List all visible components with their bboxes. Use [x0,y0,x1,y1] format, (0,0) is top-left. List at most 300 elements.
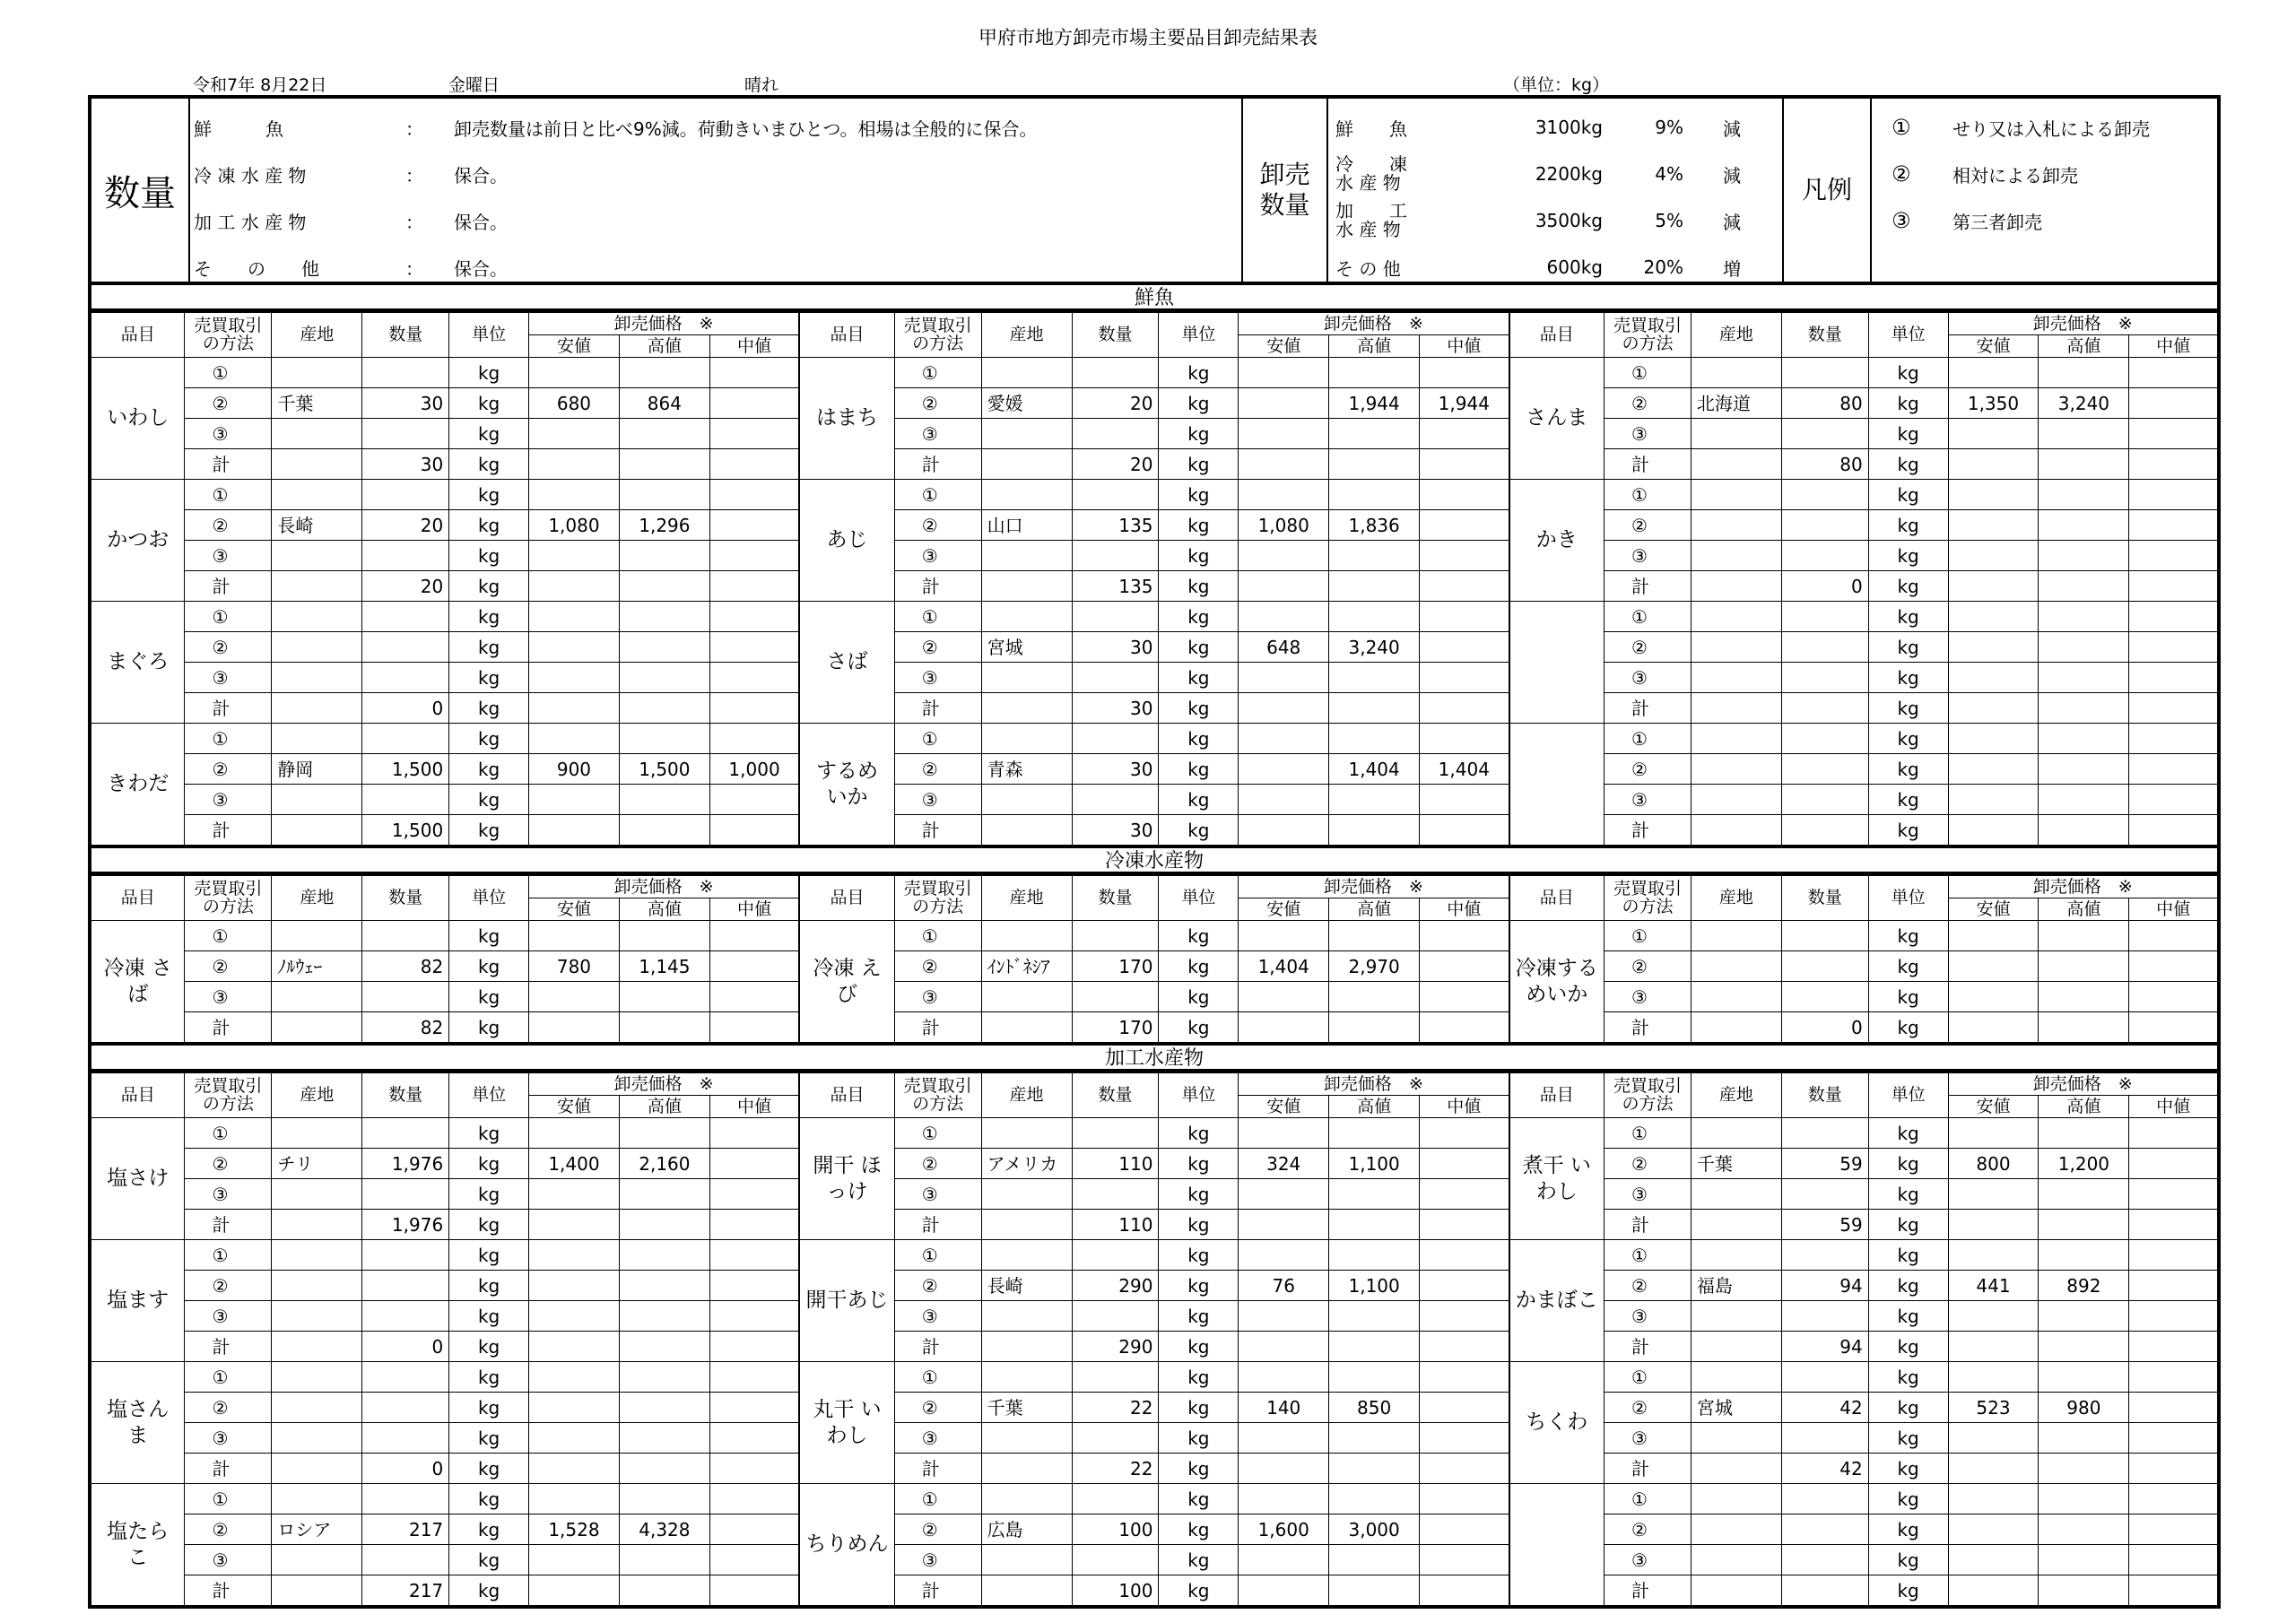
header-item: 品目 [799,1073,894,1118]
unit: kg [1159,693,1239,724]
price-high: 1,836 [1329,510,1420,541]
price-low [1239,921,1329,951]
origin [1691,602,1781,632]
quantity [1781,951,1868,982]
table-row [90,1118,2219,1149]
price-low: 900 [528,754,619,785]
unit: kg [449,982,529,1012]
price-high [619,982,709,1012]
unit: kg [1868,1179,1948,1210]
price-mid [2129,663,2219,693]
price-mid [2129,1484,2219,1515]
method-mark: ② [185,388,272,419]
origin: 千葉 [1691,1149,1781,1179]
method-mark: ③ [185,1301,272,1332]
method-mark: ① [185,480,272,510]
header-qty: 数量 [362,1073,449,1118]
price-low [1239,1362,1329,1393]
price-high [619,358,709,388]
header-qty: 数量 [1072,313,1159,358]
unit: kg [449,663,529,693]
origin: チリ [272,1149,362,1179]
quantity [1781,663,1868,693]
header-low: 安値 [1239,335,1329,358]
method-mark: ③ [894,1545,981,1575]
report-meta [0,72,2296,95]
unit: kg [1159,724,1239,754]
method-mark: 計 [894,1332,981,1362]
price-mid [1420,1301,1509,1332]
origin [1691,1423,1781,1454]
price-high: 892 [2039,1271,2129,1301]
price-mid [2129,510,2219,541]
price-low [1239,785,1329,815]
unit: kg [1868,1362,1948,1393]
origin [981,1301,1072,1332]
origin: アメリカ [981,1149,1072,1179]
quantity: 94 [1781,1271,1868,1301]
unit: kg [449,510,529,541]
quantity [1781,1240,1868,1271]
price-low [1239,754,1329,785]
method-mark: ③ [894,1301,981,1332]
header-high: 高値 [619,1096,709,1118]
header-low: 安値 [1948,898,2039,921]
unit: kg [1159,358,1239,388]
method-mark: ① [894,1484,981,1515]
summary-text: 保合。 [454,164,508,187]
unit: kg [449,1179,529,1210]
origin [981,419,1072,449]
header-high: 高値 [619,335,709,358]
unit: kg [1159,541,1239,571]
summary-text: 保合。 [454,257,508,280]
price-low: 523 [1948,1393,2039,1423]
header-low: 安値 [1239,1096,1329,1118]
section-table [88,312,2221,848]
price-high: 1,404 [1329,754,1420,785]
price-low: 441 [1948,1271,2039,1301]
price-high [2039,1484,2129,1515]
price-low [1948,663,2039,693]
origin [1691,1240,1781,1271]
table-row [90,1362,2219,1393]
item-name: 煮干 いわし [1509,1118,1605,1240]
summary-sep: ： [405,211,423,233]
quantity [1781,754,1868,785]
header-item: 品目 [90,876,185,921]
unit: kg [1868,602,1948,632]
method-mark: 計 [1605,1012,1692,1045]
quantity: 82 [362,951,449,982]
price-high [619,724,709,754]
item-name: いわし [90,358,185,480]
method-mark: ① [1605,1118,1692,1149]
summary-text: 卸売数量は前日と比べ9%減。荷動きいまひとつ。相場は全般的に保合。 [454,117,1038,140]
unit: kg [1868,571,1948,602]
method-mark: ③ [1605,663,1692,693]
method-mark: ② [894,388,981,419]
price-high [1329,480,1420,510]
method-mark: 計 [894,1575,981,1608]
header-item: 品目 [799,313,894,358]
header-origin: 産地 [272,1073,362,1118]
header-unit: 単位 [449,1073,529,1118]
summary-cat: 加 工 水 産 物 [194,211,307,233]
price-mid [709,1454,799,1484]
method-mark: ① [185,602,272,632]
price-mid [1420,921,1509,951]
price-mid [2129,358,2219,388]
price-high [2039,785,2129,815]
origin [981,724,1072,754]
quantity: 100 [1072,1515,1159,1545]
unit: kg [449,480,529,510]
price-mid [1420,982,1509,1012]
price-mid [709,541,799,571]
quantity [1781,632,1868,663]
price-high [619,1012,709,1045]
total-quantity: 0 [362,693,449,724]
unit: kg [1159,1149,1239,1179]
legend-mark: ③ [1892,208,1911,233]
summary-text: 保合。 [454,211,508,233]
price-mid [709,571,799,602]
origin [981,1210,1072,1240]
quantity [1781,1484,1868,1515]
price-mid [1420,541,1509,571]
price-high [619,480,709,510]
table-row [90,541,2219,571]
quantity [362,1484,449,1515]
origin [1691,480,1781,510]
price-high [1329,419,1420,449]
price-low [1239,1484,1329,1515]
unit: kg [449,1545,529,1575]
total-quantity: 82 [362,1012,449,1045]
price-mid [709,510,799,541]
quantity: 135 [1072,510,1159,541]
origin [272,1362,362,1393]
price-high: 1,145 [619,951,709,982]
price-low [1948,754,2039,785]
price-high [619,785,709,815]
price-high [619,419,709,449]
origin [272,982,362,1012]
header-price: 卸売価格 ※ [1239,876,1509,898]
price-low [1948,1332,2039,1362]
table-row [90,1012,2219,1045]
qty-cat: 加 工 水 産 物 [1335,200,1407,240]
table-row [90,419,2219,449]
item-name: 塩さけ [90,1118,185,1240]
quantity [362,785,449,815]
price-low [1239,1240,1329,1271]
summary-row-processed [190,197,1241,244]
header-high: 高値 [619,898,709,921]
price-high [619,1118,709,1149]
method-mark: 計 [894,693,981,724]
price-mid [1420,1545,1509,1575]
price-mid [2129,1545,2219,1575]
quantity: 30 [362,388,449,419]
price-mid [2129,1149,2219,1179]
unit: kg [449,1210,529,1240]
total-quantity: 30 [1072,815,1159,847]
origin: 山口 [981,510,1072,541]
origin [1691,815,1781,847]
price-low [1239,1545,1329,1575]
origin: 長崎 [272,510,362,541]
unit: kg [1868,1301,1948,1332]
quantity: 30 [1072,632,1159,663]
quantity: 59 [1781,1149,1868,1179]
legend-text: せり又は入札による卸売 [1952,117,2150,140]
price-mid [1420,1149,1509,1179]
price-mid [1420,1012,1509,1045]
header-mid: 中値 [1420,335,1509,358]
price-high: 864 [619,388,709,419]
quantity [1072,1545,1159,1575]
unit: kg [1159,1240,1239,1271]
price-low [528,1423,619,1454]
price-mid [2129,693,2219,724]
origin [981,663,1072,693]
price-mid [2129,1454,2219,1484]
price-mid [1420,1118,1509,1149]
price-high [2039,1575,2129,1608]
header-origin: 産地 [1691,313,1781,358]
price-high [1329,1301,1420,1332]
price-mid [2129,632,2219,663]
quantity [1072,1301,1159,1332]
price-high [619,663,709,693]
quantity [362,921,449,951]
header-unit: 単位 [1159,313,1239,358]
report-weekday: 金曜日 [448,75,500,95]
price-mid [1420,1423,1509,1454]
unit: kg [449,632,529,663]
unit: kg [449,358,529,388]
header-mid: 中値 [1420,1096,1509,1118]
quantity [362,541,449,571]
header-high: 高値 [2039,1096,2129,1118]
unit: kg [1159,1210,1239,1240]
unit: kg [449,1362,529,1393]
price-mid [709,951,799,982]
quantity [362,1301,449,1332]
header-high: 高値 [1329,898,1420,921]
price-low [1948,785,2039,815]
price-high: 1,100 [1329,1271,1420,1301]
price-mid: 1,944 [1420,388,1509,419]
origin: ロシア [272,1515,362,1545]
quantity [1781,1118,1868,1149]
legend-text: 第三者卸売 [1952,211,2042,233]
method-mark: ① [894,921,981,951]
unit: kg [1868,693,1948,724]
price-high [1329,982,1420,1012]
origin [1691,1484,1781,1515]
price-mid [2129,419,2219,449]
table-row [90,1271,2219,1301]
origin [1691,1012,1781,1045]
origin [1691,693,1781,724]
price-mid [2129,1179,2219,1210]
header-high: 高値 [2039,898,2129,921]
quantity: 1,500 [362,754,449,785]
price-high [2039,1012,2129,1045]
origin [272,724,362,754]
price-low [1948,449,2039,480]
price-high [619,1393,709,1423]
summary-comments [188,99,1241,282]
origin [272,1179,362,1210]
qty-row [1328,151,1782,197]
table-row [90,449,2219,480]
origin [981,785,1072,815]
price-low [1948,1118,2039,1149]
price-high: 850 [1329,1393,1420,1423]
origin [272,1271,362,1301]
unit: kg [1868,1515,1948,1545]
quantity [362,1179,449,1210]
price-low [1239,449,1329,480]
price-high: 1,100 [1329,1149,1420,1179]
total-quantity: 20 [362,571,449,602]
unit: kg [1159,1362,1239,1393]
header-origin: 産地 [981,313,1072,358]
unit: kg [1159,449,1239,480]
price-high: 2,160 [619,1149,709,1179]
price-high [1329,1332,1420,1362]
price-mid [709,1240,799,1271]
total-quantity: 0 [362,1454,449,1484]
price-mid [1420,1240,1509,1271]
unit: kg [1159,1301,1239,1332]
header-low: 安値 [1948,335,2039,358]
quantity [362,1271,449,1301]
price-low [1239,1012,1329,1045]
price-high [1329,1210,1420,1240]
document-title: 甲府市地方卸売市場主要品目卸売結果表 [978,27,1318,48]
price-low: 1,404 [1239,951,1329,982]
price-low [1948,815,2039,847]
price-low [1239,419,1329,449]
header-origin: 産地 [1691,1073,1781,1118]
unit: kg [449,1149,529,1179]
origin [1691,449,1781,480]
total-quantity: 22 [1072,1454,1159,1484]
origin [1691,785,1781,815]
price-high [1329,1454,1420,1484]
header-item: 品目 [799,876,894,921]
price-low [1239,1423,1329,1454]
price-low [528,480,619,510]
item-name: するめ いか [799,724,894,847]
total-quantity: 42 [1781,1454,1868,1484]
legend-text: 相対による卸売 [1952,164,2078,187]
origin [272,663,362,693]
price-high: 3,240 [1329,632,1420,663]
header-price: 卸売価格 ※ [1239,1073,1509,1096]
summary-label: 数量 [104,172,176,214]
qty-kg: 3500kg [1535,210,1603,231]
summary-cat: 冷 凍 水 産 物 [194,164,307,187]
price-mid [2129,1240,2219,1271]
price-low [528,1271,619,1301]
price-high [619,449,709,480]
method-mark: ② [1605,510,1692,541]
price-high [619,921,709,951]
table-row [90,724,2219,754]
quantity [1781,1423,1868,1454]
header-unit: 単位 [449,313,529,358]
qty-cat: 鮮 魚 [1335,117,1407,140]
price-low [1948,632,2039,663]
price-mid [2129,1301,2219,1332]
quantity [362,1545,449,1575]
unit: kg [1868,1545,1948,1575]
unit: kg [449,602,529,632]
quantity: 1,976 [362,1149,449,1179]
price-low [528,1575,619,1608]
price-mid [2129,449,2219,480]
method-mark: 計 [1605,1210,1692,1240]
price-mid [1420,1515,1509,1545]
quantity [1781,1179,1868,1210]
header-high: 高値 [1329,1096,1420,1118]
origin: 宮城 [981,632,1072,663]
price-low [1239,1454,1329,1484]
unit: kg [449,754,529,785]
origin [272,571,362,602]
legend-label: 凡例 [1782,99,1870,282]
table-row [90,480,2219,510]
price-mid [1420,1210,1509,1240]
price-low: 1,080 [528,510,619,541]
price-mid [709,358,799,388]
item-name: さんま [1509,358,1605,480]
origin [981,1545,1072,1575]
price-high [619,571,709,602]
unit: kg [449,1301,529,1332]
qty-kg: 3100kg [1535,117,1603,138]
price-low [528,921,619,951]
origin [981,1118,1072,1149]
price-low [528,1012,619,1045]
total-quantity: 100 [1072,1575,1159,1608]
price-mid [1420,1454,1509,1484]
origin: ﾉﾙｳｪｰ [272,951,362,982]
unit: kg [1868,1575,1948,1608]
price-low [1239,982,1329,1012]
price-high: 1,500 [619,754,709,785]
origin [1691,1545,1781,1575]
price-high [2039,754,2129,785]
price-high [1329,1179,1420,1210]
header-origin: 産地 [272,313,362,358]
price-high [619,1575,709,1608]
header-unit: 単位 [1159,876,1239,921]
total-quantity: 30 [1072,693,1159,724]
price-mid [2129,982,2219,1012]
quantity [362,419,449,449]
header-mid: 中値 [709,335,799,358]
method-mark: ① [185,1118,272,1149]
header-low: 安値 [1239,898,1329,921]
price-mid [2129,388,2219,419]
